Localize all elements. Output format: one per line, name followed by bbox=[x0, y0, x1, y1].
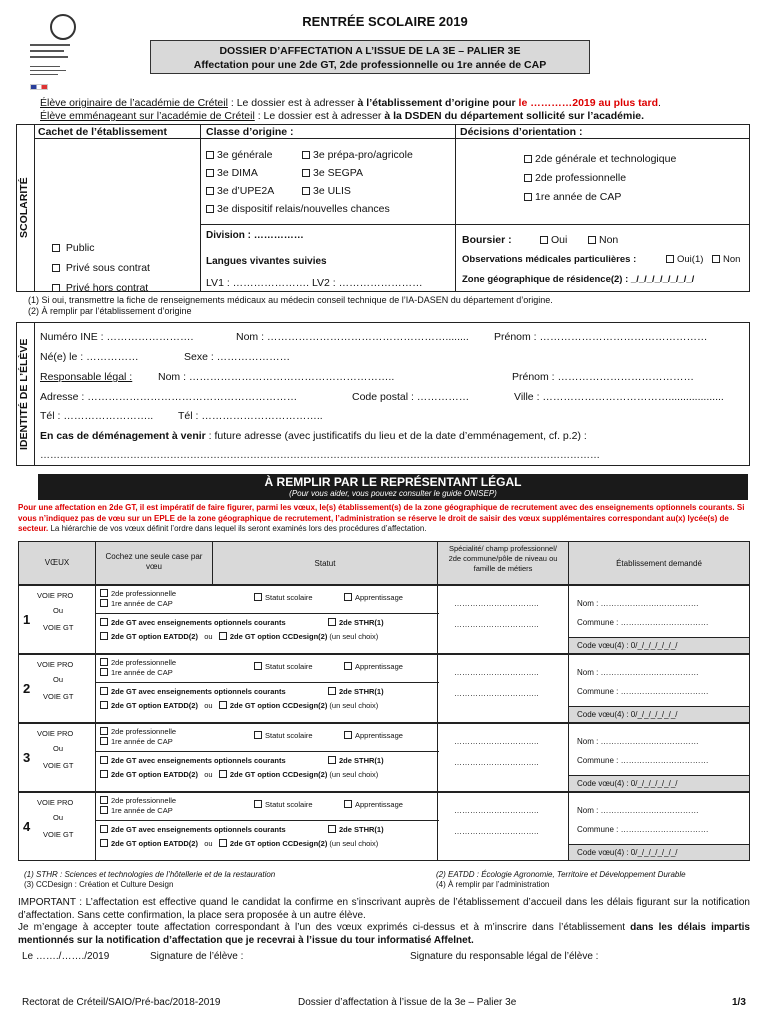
voeu-number: 1 bbox=[23, 612, 31, 627]
voeu-options-cell: 2de professionnelle 1re année de CAP Statut scolaire Apprentissage 2de GT avec enseignements optionnels courants 2de STHR(1) 2de GT option EATDD(2) ou 2de GT option CCDesign(2) (un seul choix) bbox=[95, 723, 438, 792]
observations-oui[interactable]: Oui(1) bbox=[666, 254, 703, 265]
voeu-number: 2 bbox=[23, 681, 31, 696]
voeu-specialite-cell[interactable]: ………………………….. ………………………….. bbox=[437, 723, 569, 792]
header-etablissement: Établissement demandé bbox=[568, 541, 750, 585]
classe-option[interactable]: 3e DIMA bbox=[206, 164, 390, 182]
tel2-field[interactable]: Tél : …………………………….. bbox=[178, 410, 323, 422]
code-voeu: Code vœu(4) : 0/_/_/_/_/_/_/ bbox=[569, 775, 749, 791]
classe-option[interactable]: 3e SEGPA bbox=[302, 164, 413, 182]
prenom-field[interactable]: Prénom : ………………………………………… bbox=[494, 331, 708, 343]
opt-gt[interactable]: 2de GT avec enseignements optionnels courants bbox=[100, 825, 286, 834]
voeu-specialite-cell[interactable]: ………………………….. ………………………….. bbox=[437, 585, 569, 654]
origin-instructions: Élève originaire de l’académie de Créteil : Le dossier est à adresser à l’établissement d’origine pour le …………2019 au plus tard. Élève emménageant sur l’académie de Créteil : Le dossier est à adresser à la DSDEN du département sollicité sur l’académie. bbox=[40, 97, 661, 122]
zone-field[interactable]: Zone géographique de résidence(2) : _/_/_/_/_/_/_/_/ bbox=[462, 274, 695, 285]
decision-option[interactable]: 2de professionnelle bbox=[524, 169, 676, 188]
opt-cap[interactable]: 1re année de CAP bbox=[100, 737, 176, 747]
header-voeux: VŒUX bbox=[18, 541, 96, 585]
identite-side-label: IDENTITÉ DE L’ÉLÈVE bbox=[18, 338, 30, 450]
voeu-options-cell: 2de professionnelle 1re année de CAP Statut scolaire Apprentissage 2de GT avec enseignements optionnels courants 2de STHR(1) 2de GT option EATDD(2) ou 2de GT option CCDesign(2) (un seul choix) bbox=[95, 585, 438, 654]
boursier-label: Boursier : bbox=[462, 234, 512, 246]
voeu-number-cell: VOIE PRO Ou VOIE GT 1 bbox=[18, 585, 96, 654]
header-specialite: Spécialité/ champ professionnel/ 2de commune/pôle de niveau ou famille de métiers bbox=[437, 541, 569, 585]
classe-option[interactable]: 3e ULIS bbox=[302, 182, 413, 200]
representant-bar: À REMPLIR PAR LE REPRÉSENTANT LÉGAL (Pour vous aider, vous pouvez consulter le guide ONISEP) bbox=[38, 474, 748, 500]
representant-instructions: Pour une affectation en 2de GT, il est impératif de faire figurer, parmi les vœux, le(s) établissement(s) de la zone géographique de recrutement avec des enseignements optionnels courants. Si vous n’indiquez pas de vœu sur un EPLE de la zone géographique de recrutement, l’administration se réserve le droit de saisir des vœux supplémentaires correspondant au(x) lycée(s) de secteur. La hiérarchie de vos vœux définit l’ordre dans lequel ils seront examinés lors des procédures d’affectation. bbox=[18, 503, 745, 533]
signature-responsable-label: Signature du responsable légal de l’élève : bbox=[410, 951, 599, 962]
voeu-etablissement-cell[interactable]: Nom : ………………….…………… Commune : …………………………… Code vœu(4) : 0/_/_/_/_/_/_/ bbox=[568, 654, 750, 723]
opt-gt[interactable]: 2de GT avec enseignements optionnels courants bbox=[100, 618, 286, 627]
voeu-options-cell: 2de professionnelle 1re année de CAP Statut scolaire Apprentissage 2de GT avec enseignements optionnels courants 2de STHR(1) 2de GT option EATDD(2) ou 2de GT option CCDesign(2) (un seul choix) bbox=[95, 792, 438, 861]
observations-non[interactable]: Non bbox=[712, 254, 740, 265]
opt-eatdd[interactable]: 2de GT option EATDD(2) bbox=[100, 632, 198, 641]
voeu-etablissement-cell[interactable]: Nom : ………………….…………… Commune : …………………………… Code vœu(4) : 0/_/_/_/_/_/_/ bbox=[568, 585, 750, 654]
opt-statut-scolaire[interactable]: Statut scolaire bbox=[254, 593, 313, 602]
voeu-number: 4 bbox=[23, 819, 31, 834]
voeu-number-cell: VOIE PRO Ou VOIE GT 2 bbox=[18, 654, 96, 723]
decision-option[interactable]: 2de générale et technologique bbox=[524, 150, 676, 169]
opt-statut-scolaire[interactable]: Statut scolaire bbox=[254, 731, 313, 740]
opt-ccdesign[interactable]: 2de GT option CCDesign(2) bbox=[219, 632, 328, 641]
statut-public[interactable]: Public bbox=[52, 238, 150, 258]
decisions-label: Décisions d’orientation : bbox=[460, 126, 583, 138]
classe-option[interactable]: 3e d’UPE2A bbox=[206, 182, 390, 200]
demenagement-label: En cas de déménagement à venir : future adresse (avec justificatifs du lieu et de la date d’emménagement, cf. p.2) : bbox=[40, 430, 587, 442]
header-cochez: Cochez une seule case par vœu bbox=[95, 541, 213, 585]
voeu-etablissement-cell[interactable]: Nom : ………………….…………… Commune : …………………………… Code vœu(4) : 0/_/_/_/_/_/_/ bbox=[568, 723, 750, 792]
opt-2pro[interactable]: 2de professionnelle bbox=[100, 727, 176, 737]
voeux-table bbox=[18, 541, 750, 863]
ville-field[interactable]: Ville : ………………………………................... bbox=[514, 391, 724, 403]
page-number: 1/3 bbox=[732, 997, 746, 1008]
code-postal-field[interactable]: Code postal : …………… bbox=[352, 391, 470, 403]
classe-option[interactable]: 3e générale bbox=[206, 146, 390, 164]
responsable-nom-field[interactable]: Nom : ………………………………………………….. bbox=[158, 371, 395, 383]
opt-2pro[interactable]: 2de professionnelle bbox=[100, 796, 176, 806]
classe-option[interactable]: 3e dispositif relais/nouvelles chances bbox=[206, 200, 390, 218]
date-field[interactable]: Le ……./……./2019 bbox=[22, 951, 110, 962]
lv-field[interactable]: LV1 : …………………. LV2 : …………………… bbox=[206, 277, 423, 289]
langues-label: Langues vivantes suivies bbox=[206, 256, 327, 267]
opt-cap[interactable]: 1re année de CAP bbox=[100, 599, 176, 609]
responsable-label: Responsable légal : bbox=[40, 371, 133, 383]
voeu-number: 3 bbox=[23, 750, 31, 765]
opt-cap[interactable]: 1re année de CAP bbox=[100, 806, 176, 816]
opt-ccdesign[interactable]: 2de GT option CCDesign(2) bbox=[219, 770, 328, 779]
footer-left: Rectorat de Créteil/SAIO/Pré-bac/2018-2019 bbox=[22, 997, 221, 1008]
statut-prive-hors-contrat[interactable]: Privé hors contrat bbox=[52, 278, 150, 298]
code-voeu: Code vœu(4) : 0/_/_/_/_/_/_/ bbox=[569, 637, 749, 653]
opt-ccdesign[interactable]: 2de GT option CCDesign(2) bbox=[219, 701, 328, 710]
tel-field[interactable]: Tél : …………………….. bbox=[40, 410, 154, 422]
notes-right: (2) EATDD : Écologie Agronomie, Territoire et Développement Durable (4) À remplir par l’administration bbox=[436, 870, 686, 889]
footer-center: Dossier d’affectation à l’issue de la 3e – Palier 3e bbox=[298, 997, 517, 1008]
opt-apprentissage[interactable]: Apprentissage bbox=[344, 593, 403, 602]
code-voeu: Code vœu(4) : 0/_/_/_/_/_/_/ bbox=[569, 706, 749, 722]
nom-field[interactable]: Nom : ……………………………………………........ bbox=[236, 331, 469, 343]
opt-apprentissage[interactable]: Apprentissage bbox=[344, 800, 403, 809]
observations-label: Observations médicales particulières : bbox=[462, 254, 637, 265]
statut-options bbox=[52, 238, 150, 298]
opt-cap[interactable]: 1re année de CAP bbox=[100, 668, 176, 678]
notes-left: (1) STHR : Sciences et technologies de l’hôtellerie et de la restauration (3) CCDesign : Création et Culture Design bbox=[24, 870, 276, 889]
opt-sthr[interactable]: 2de STHR(1) bbox=[328, 756, 384, 765]
page-title: RENTRÉE SCOLAIRE 2019 bbox=[302, 14, 468, 29]
decision-options bbox=[524, 150, 676, 207]
decision-option[interactable]: 1re année de CAP bbox=[524, 188, 676, 207]
boursier-oui[interactable]: Oui bbox=[540, 234, 567, 246]
opt-eatdd[interactable]: 2de GT option EATDD(2) bbox=[100, 770, 198, 779]
opt-gt[interactable]: 2de GT avec enseignements optionnels courants bbox=[100, 756, 286, 765]
opt-gt[interactable]: 2de GT avec enseignements optionnels courants bbox=[100, 687, 286, 696]
boursier-non[interactable]: Non bbox=[588, 234, 618, 246]
ne-le-field[interactable]: Né(e) le : …………… bbox=[40, 351, 139, 363]
opt-2pro[interactable]: 2de professionnelle bbox=[100, 589, 176, 599]
voeu-number-cell: VOIE PRO Ou VOIE GT 4 bbox=[18, 792, 96, 861]
opt-statut-scolaire[interactable]: Statut scolaire bbox=[254, 800, 313, 809]
opt-sthr[interactable]: 2de STHR(1) bbox=[328, 618, 384, 627]
voeu-number-cell: VOIE PRO Ou VOIE GT 3 bbox=[18, 723, 96, 792]
sexe-field[interactable]: Sexe : ………………… bbox=[184, 351, 291, 363]
opt-sthr[interactable]: 2de STHR(1) bbox=[328, 687, 384, 696]
opt-eatdd[interactable]: 2de GT option EATDD(2) bbox=[100, 701, 198, 710]
statut-prive-sous-contrat[interactable]: Privé sous contrat bbox=[52, 258, 150, 278]
voeu-options-cell: 2de professionnelle 1re année de CAP Statut scolaire Apprentissage 2de GT avec enseignements optionnels courants 2de STHR(1) 2de GT option EATDD(2) ou 2de GT option CCDesign(2) (un seul choix) bbox=[95, 654, 438, 723]
cachet-label: Cachet de l’établissement bbox=[38, 126, 167, 138]
classe-option[interactable]: 3e prépa-pro/agricole bbox=[302, 146, 413, 164]
voeu-specialite-cell[interactable]: ………………………….. ………………………….. bbox=[437, 654, 569, 723]
scolarite-side-label: SCOLARITÉ bbox=[18, 177, 30, 239]
opt-eatdd[interactable]: 2de GT option EATDD(2) bbox=[100, 839, 198, 848]
dossier-subtitle-box: DOSSIER D’AFFECTATION A L’ISSUE DE LA 3E – PALIER 3E Affectation pour une 2de GT, 2de professionnelle ou 1re année de CAP bbox=[150, 40, 590, 74]
demenagement-field[interactable]: …………………………………………………………………………………………………………………………………………………… bbox=[40, 450, 600, 461]
voeu-specialite-cell[interactable]: ………………………….. ………………………….. bbox=[437, 792, 569, 861]
opt-statut-scolaire[interactable]: Statut scolaire bbox=[254, 662, 313, 671]
opt-ccdesign[interactable]: 2de GT option CCDesign(2) bbox=[219, 839, 328, 848]
classe-origine-label: Classe d’origine : bbox=[206, 126, 294, 138]
opt-apprentissage[interactable]: Apprentissage bbox=[344, 731, 403, 740]
header-statut: Statut bbox=[212, 541, 438, 585]
scolarite-notes: (1) Si oui, transmettre la fiche de renseignements médicaux au médecin conseil technique de l’IA-DASEN du département d’origine. (2) À remplir par l’établissement d’origine bbox=[28, 295, 553, 316]
division-field[interactable]: Division : …………… bbox=[206, 230, 304, 241]
voeu-etablissement-cell[interactable]: Nom : ………………….…………… Commune : …………………………… Code vœu(4) : 0/_/_/_/_/_/_/ bbox=[568, 792, 750, 861]
adresse-field[interactable]: Adresse : …………………………………………………… bbox=[40, 391, 298, 403]
opt-sthr[interactable]: 2de STHR(1) bbox=[328, 825, 384, 834]
responsable-prenom-field[interactable]: Prénom : ………………………………… bbox=[512, 371, 695, 383]
opt-2pro[interactable]: 2de professionnelle bbox=[100, 658, 176, 668]
important-text: IMPORTANT : L’affectation est effective quand le candidat la confirme en s’inscrivant auprès de l’établissement d’accueil dans les délais figurant sur la notification d’affectation. Sans cette confirmation, la place sera proposée à un autre élève. Je m’engage à accepter toute affectation correspondant à l’un des vœux exprimés ci-dessus et à m’inscrire dans l’établissement dans les délais impartis mentionnés sur la notification d’affectation que je recevrai à l’issue du tour informatisé Affelnet. bbox=[18, 897, 750, 946]
opt-apprentissage[interactable]: Apprentissage bbox=[344, 662, 403, 671]
code-voeu: Code vœu(4) : 0/_/_/_/_/_/_/ bbox=[569, 844, 749, 860]
ine-field[interactable]: Numéro INE : ……………………. bbox=[40, 331, 194, 343]
signature-eleve-label: Signature de l’élève : bbox=[150, 951, 244, 962]
